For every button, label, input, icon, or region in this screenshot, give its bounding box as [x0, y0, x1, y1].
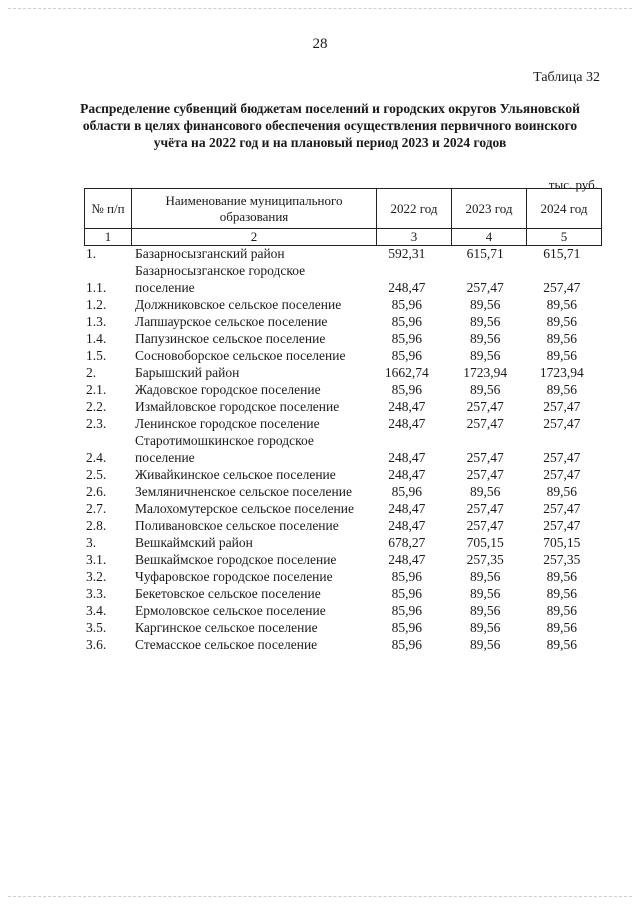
value-2024: 89,56: [546, 331, 577, 346]
row-name: Жадовское городское поселение: [135, 382, 321, 397]
value-2022: 248,47: [388, 467, 426, 482]
value-2022: 85,96: [391, 637, 422, 652]
value-2023: 257,47: [466, 450, 504, 465]
value-2023: 89,56: [470, 637, 501, 652]
row-name: Ленинское городское поселение: [135, 416, 320, 431]
row-name: Чуфаровское городское поселение: [135, 569, 333, 584]
table-row: [80, 585, 600, 602]
row-number: 2.5.: [86, 467, 107, 482]
value-2022: 85,96: [391, 297, 422, 312]
col-number: 3: [377, 229, 452, 246]
scan-border-bottom: [8, 896, 632, 897]
table-row: [80, 534, 600, 551]
value-2023: 257,47: [466, 518, 504, 533]
row-name: Вешкаймский район: [135, 535, 253, 550]
value-2024: 257,47: [543, 416, 581, 431]
row-name: Должниковское сельское поселение: [135, 297, 342, 312]
header-name: Наименование муниципального образования: [132, 189, 377, 229]
col-number: 2: [132, 229, 377, 246]
table-row: [80, 568, 600, 585]
row-name: Старотимошкинское городское поселение: [135, 433, 314, 465]
row-name: Измайловское городское поселение: [135, 399, 340, 414]
units-label: тыс. руб.: [548, 177, 598, 192]
table-row: [80, 415, 600, 432]
value-2024: 89,56: [546, 637, 577, 652]
col-number: 5: [527, 229, 602, 246]
page-number: 28: [312, 36, 328, 52]
row-number: 3.: [86, 535, 97, 550]
value-2024: 615,71: [543, 246, 581, 261]
row-number: 3.1.: [86, 552, 107, 567]
value-2023: 705,15: [466, 535, 504, 550]
row-name: Бекетовское сельское поселение: [135, 586, 321, 601]
value-2024: 257,47: [543, 467, 581, 482]
value-2022: 248,47: [388, 552, 426, 567]
value-2023: 89,56: [470, 484, 501, 499]
row-name: Базарносызганское городское поселение: [135, 263, 306, 295]
row-number: 2.3.: [86, 416, 107, 431]
col-number: 4: [452, 229, 527, 246]
row-name: Живайкинское сельское поселение: [135, 467, 336, 482]
table-header: [84, 188, 602, 246]
row-name: Лапшаурское сельское поселение: [135, 314, 328, 329]
table-row: [80, 398, 600, 415]
value-2024: 89,56: [546, 569, 577, 584]
table-row: [80, 483, 600, 500]
table-label: Таблица 32: [533, 70, 600, 85]
value-2023: 89,56: [470, 382, 501, 397]
row-number: 2.2.: [86, 399, 107, 414]
row-number: 1.4.: [86, 331, 107, 346]
value-2023: 257,35: [466, 552, 504, 567]
header-2022: 2022 год: [377, 189, 452, 229]
value-2023: 89,56: [470, 586, 501, 601]
row-number: 2.1.: [86, 382, 107, 397]
value-2023: 89,56: [470, 297, 501, 312]
value-2023: 257,47: [466, 280, 504, 295]
row-name: Сосновоборское сельское поселение: [135, 348, 346, 363]
value-2022: 248,47: [388, 501, 426, 516]
value-2023: 89,56: [470, 314, 501, 329]
value-2023: 89,56: [470, 603, 501, 618]
table-row: [80, 347, 600, 364]
value-2024: 89,56: [546, 314, 577, 329]
row-name: Земляничненское сельское поселение: [135, 484, 352, 499]
table-row: [80, 381, 600, 398]
table-row: [80, 551, 600, 568]
value-2024: 89,56: [546, 484, 577, 499]
row-number: 3.5.: [86, 620, 107, 635]
table-row: [80, 517, 600, 534]
value-2024: 257,35: [543, 552, 581, 567]
table-body: [80, 245, 600, 653]
row-name: Вешкаймское городское поселение: [135, 552, 337, 567]
value-2024: 257,47: [543, 399, 581, 414]
row-name: Малохомутерское сельское поселение: [135, 501, 354, 516]
table-row: [80, 636, 600, 653]
row-number: 1.5.: [86, 348, 107, 363]
value-2022: 85,96: [391, 586, 422, 601]
col-number: 1: [85, 229, 132, 246]
value-2022: 1662,74: [384, 365, 429, 380]
value-2022: 85,96: [391, 484, 422, 499]
row-number: 1.3.: [86, 314, 107, 329]
row-number: 3.6.: [86, 637, 107, 652]
table-row: [80, 619, 600, 636]
value-2023: 257,47: [466, 416, 504, 431]
row-number: 2.7.: [86, 501, 107, 516]
value-2022: 248,47: [388, 416, 426, 431]
value-2023: 257,47: [466, 501, 504, 516]
row-name: Базарносызганский район: [135, 246, 285, 261]
value-2022: 592,31: [388, 246, 426, 261]
row-number: 3.2.: [86, 569, 107, 584]
table-row: [80, 313, 600, 330]
value-2022: 248,47: [388, 399, 426, 414]
value-2022: 85,96: [391, 620, 422, 635]
value-2024: 89,56: [546, 382, 577, 397]
value-2022: 248,47: [388, 518, 426, 533]
row-name: Стемасское сельское поселение: [135, 637, 318, 652]
value-2022: 248,47: [388, 450, 426, 465]
row-number: 1.1.: [86, 280, 107, 295]
value-2023: 615,71: [466, 246, 504, 261]
row-number: 3.3.: [86, 586, 107, 601]
table-row: [80, 296, 600, 313]
table-row: [80, 500, 600, 517]
value-2024: 89,56: [546, 603, 577, 618]
value-2023: 89,56: [470, 620, 501, 635]
row-name: Ермоловское сельское поселение: [135, 603, 326, 618]
row-name: Каргинское сельское поселение: [135, 620, 318, 635]
row-number: 1.2.: [86, 297, 107, 312]
row-name: Барышский район: [135, 365, 240, 380]
row-number: 3.4.: [86, 603, 107, 618]
header-2023: 2023 год: [452, 189, 527, 229]
document-title: Распределение субвенций бюджетам поселений и городских округов Ульяновской области в целях финансового обеспечения осуществления первичного воинского учёта на 2022 год и на плановый период 2023 и 2024 годов: [80, 101, 580, 150]
value-2022: 85,96: [391, 382, 422, 397]
value-2022: 85,96: [391, 331, 422, 346]
row-number: 2.6.: [86, 484, 107, 499]
row-number: 1.: [86, 246, 97, 261]
table-row: [80, 245, 600, 262]
table-row: [80, 364, 600, 381]
row-number: 2.4.: [86, 450, 107, 465]
value-2022: 85,96: [391, 348, 422, 363]
value-2023: 89,56: [470, 569, 501, 584]
value-2022: 678,27: [388, 535, 426, 550]
value-2024: 89,56: [546, 348, 577, 363]
table-row: [80, 466, 600, 483]
value-2023: 257,47: [466, 399, 504, 414]
value-2024: 257,47: [543, 450, 581, 465]
value-2024: 1723,94: [539, 365, 584, 380]
row-number: 2.: [86, 365, 97, 380]
value-2022: 248,47: [388, 280, 426, 295]
value-2023: 89,56: [470, 348, 501, 363]
header-2024: 2024 год: [527, 189, 602, 229]
value-2024: 257,47: [543, 501, 581, 516]
value-2024: 89,56: [546, 586, 577, 601]
value-2022: 85,96: [391, 569, 422, 584]
table-row: [80, 262, 600, 296]
value-2024: 89,56: [546, 297, 577, 312]
table-row: [80, 602, 600, 619]
scan-border-top: [8, 8, 632, 9]
row-name: Папузинское сельское поселение: [135, 331, 326, 346]
row-number: 2.8.: [86, 518, 107, 533]
value-2024: 705,15: [543, 535, 581, 550]
header-num: № п/п: [85, 189, 132, 229]
value-2024: 257,47: [543, 280, 581, 295]
value-2022: 85,96: [391, 314, 422, 329]
value-2024: 257,47: [543, 518, 581, 533]
value-2023: 1723,94: [463, 365, 508, 380]
table-row: [80, 330, 600, 347]
value-2024: 89,56: [546, 620, 577, 635]
value-2023: 89,56: [470, 331, 501, 346]
value-2023: 257,47: [466, 467, 504, 482]
table-row: [80, 432, 600, 466]
value-2022: 85,96: [391, 603, 422, 618]
row-name: Поливановское сельское поселение: [135, 518, 339, 533]
